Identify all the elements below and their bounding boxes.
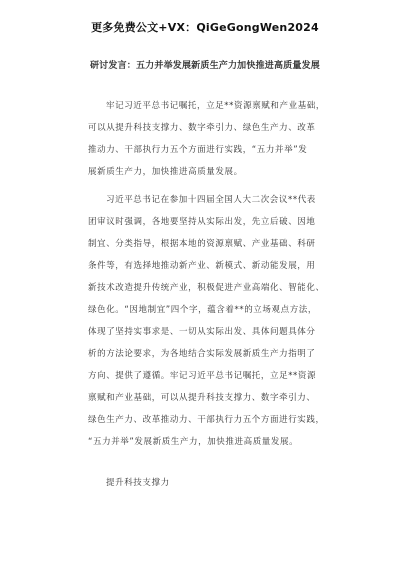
paragraph-line: 新技术改造提升传统产业，积极促进产业高端化、智能化、 (88, 283, 325, 293)
section-subheading (88, 472, 340, 494)
paragraph-line: “五力并举”发展新质生产力，加快推进高质量发展。 (88, 437, 299, 447)
paragraph-line: 牢记习近平总书记嘱托，立足**资源禀赋和产业基础， (106, 101, 326, 111)
paragraph-line: 习近平总书记在参加十四届全国人大二次会议**代表 (106, 195, 316, 205)
subheading-text: 提升科技支撑力 (106, 478, 170, 488)
paragraph-line: 团审议时强调，各地要坚持从实际出发，先立后破、因地 (88, 217, 316, 227)
paragraph-line: 可以从提升科技支撑力、数字牵引力、绿色生产力、改革 (88, 123, 316, 133)
page-header: 更多免费公文+VX：QiGeGongWen2024 (91, 21, 319, 34)
paragraph-line: 条件等，有选择地推动新产业、新模式、新动能发展，用 (88, 261, 316, 271)
paragraph-line: 析的方法论要求，为各地结合实际发展新质生产力指明了 (88, 349, 316, 359)
paragraph-line: 展新质生产力，加快推进高质量发展。 (88, 167, 243, 177)
paragraph-line: 推动力、干部执行力五个方面进行实践，“五力并举”发 (88, 145, 308, 155)
paragraph-line: 绿色化。“因地制宜”四个字，蕴含着**的立场观点方法， (88, 305, 318, 315)
paragraph-2 (88, 189, 340, 453)
paragraph-line: 绿色生产力、改革推动力、干部执行力五个方面进行实践， (88, 415, 325, 425)
paragraph-line: 制宜、分类指导，根据本地的资源禀赋、产业基础、科研 (88, 239, 316, 249)
paragraph-1 (88, 95, 340, 183)
paragraph-line: 禀赋和产业基础，可以从提升科技支撑力、数字牵引力、 (88, 393, 316, 403)
paragraph-line: 体现了坚持实事求是、一切从实际出发、具体问题具体分 (88, 327, 316, 337)
paragraph-line: 方向、提供了遵循。牢记习近平总书记嘱托，立足**资源 (88, 371, 317, 381)
document-title: 研讨发言：五力并举发展新质生产力加快推进高质量发展 (89, 61, 320, 71)
